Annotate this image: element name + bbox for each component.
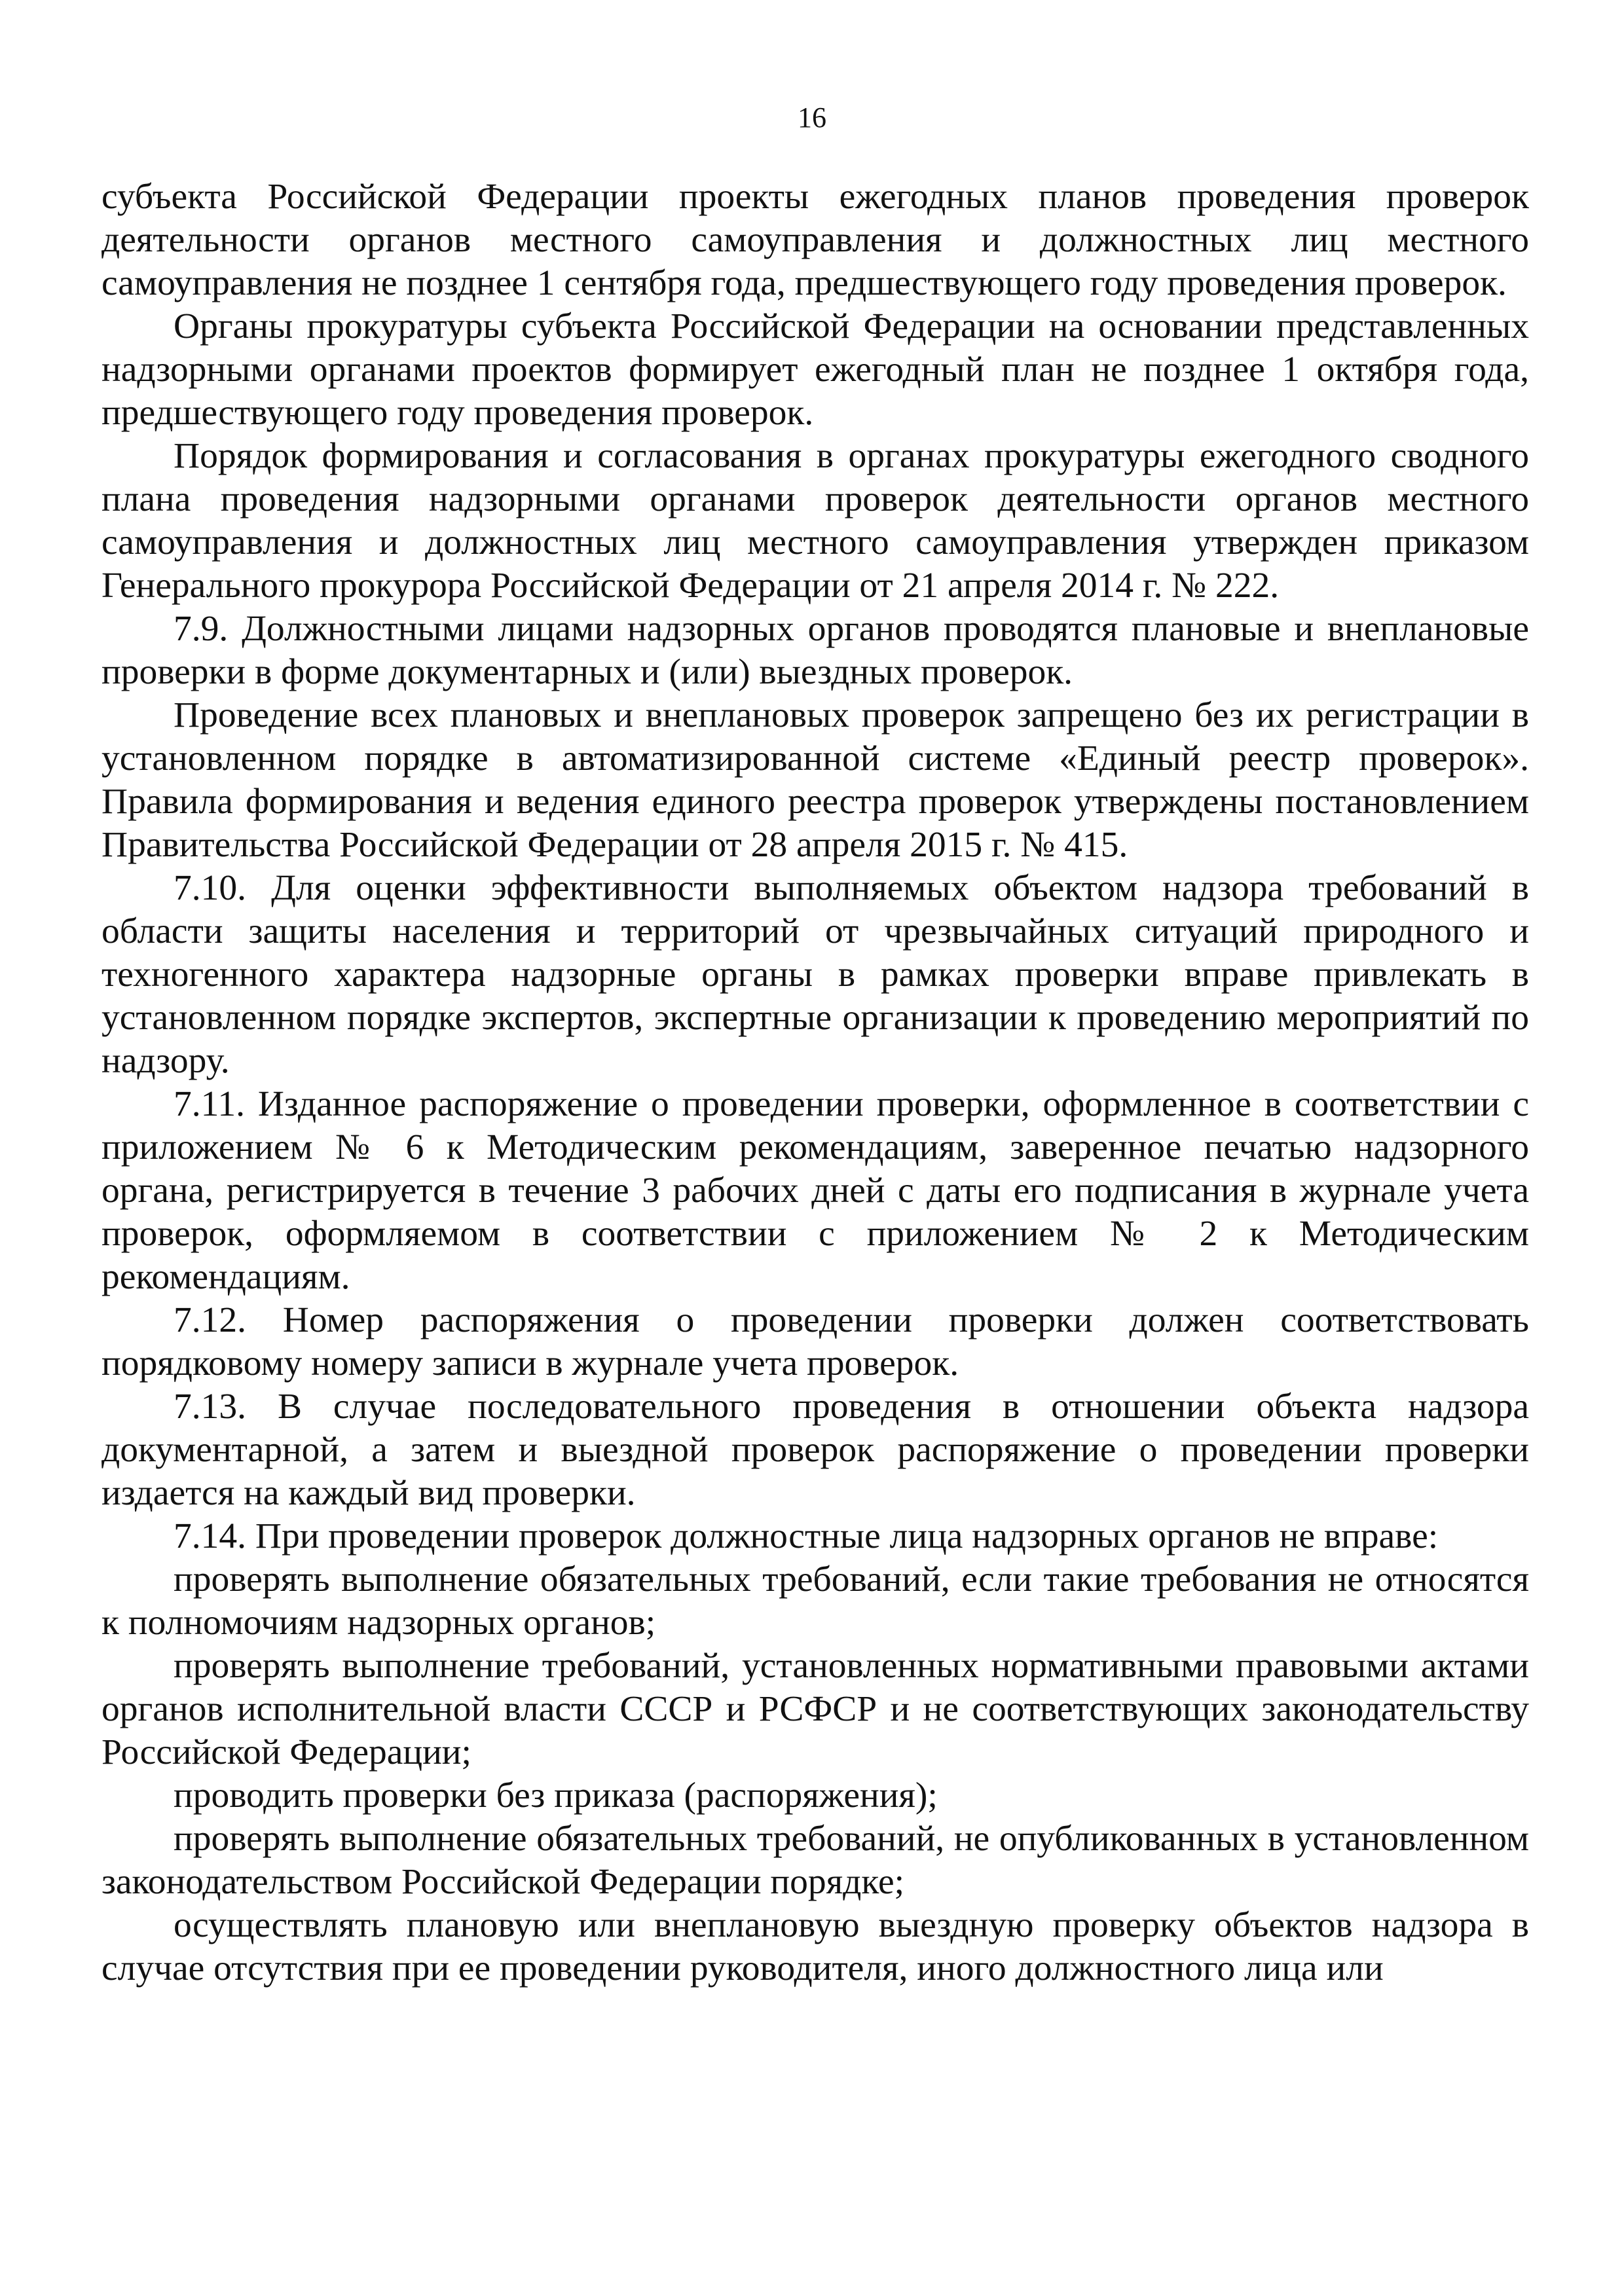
list-item-prohibition-5: осуществлять плановую или внеплановую выездную проверку объектов надзора в случае отсутствия при ее проведении руководителя, иного должностного лица или bbox=[101, 1905, 1529, 1988]
document-body bbox=[101, 175, 1529, 1990]
paragraph-plan-procedure: Порядок формирования и согласования в органах прокуратуры ежегодного сводного плана проведения надзорными органами проверок деятельности органов местного самоуправления и должностных лиц местного самоуправления утвержден приказом Генерального прокурора Российской Федерации от 21 апреля 2014 г. № 222. bbox=[101, 436, 1529, 606]
paragraph-continuation: субъекта Российской Федерации проекты ежегодных планов проведения проверок деятельности органов местного самоуправления и должностных лиц местного самоуправления не позднее 1 сентября года, предшествующего году проведения проверок. bbox=[101, 177, 1529, 303]
paragraph-7-12: 7.12. Номер распоряжения о проведении проверки должен соответствовать порядковому номеру записи в журнале учета проверок. bbox=[101, 1300, 1529, 1383]
paragraph-prosecutor-plan: Органы прокуратуры субъекта Российской Федерации на основании представленных надзорными органами проектов формирует ежегодный план не позднее 1 октября года, предшествующего году проведения проверок. bbox=[101, 306, 1529, 433]
paragraph-7-10: 7.10. Для оценки эффективности выполняемых объектом надзора требований в области защиты населения и территорий от чрезвычайных ситуаций природного и техногенного характера надзорные органы в рамках проверки вправе привлекать в установленном порядке экспертов, экспертные организации к проведению мероприятий по надзору. bbox=[101, 868, 1529, 1081]
list-item-prohibition-3: проводить проверки без приказа (распоряжения); bbox=[174, 1776, 938, 1815]
list-item-prohibition-4: проверять выполнение обязательных требований, не опубликованных в установленном законодательством Российской Федерации порядке; bbox=[101, 1819, 1529, 1902]
paragraph-7-14: 7.14. При проведении проверок должностные лица надзорных органов не вправе: bbox=[174, 1516, 1439, 1556]
paragraph-7-13: 7.13. В случае последовательного проведения в отношении объекта надзора документарной, а затем и выездной проверок распоряжение о проведении проверки издается на каждый вид проверки. bbox=[101, 1387, 1529, 1513]
list-item-prohibition-1: проверять выполнение обязательных требований, если такие требования не относятся к полномочиям надзорных органов; bbox=[101, 1559, 1529, 1643]
page-number: 16 bbox=[798, 101, 826, 134]
paragraph-7-11: 7.11. Изданное распоряжение о проведении проверки, оформленное в соответствии с приложением № 6 к Методическим рекомендациям, заверенное печатью надзорного органа, регистрируется в течение 3 рабочих дней с даты его подписания в журнале учета проверок, оформляемом в соответствии с приложением № 2 к Методическим рекомендациям. bbox=[101, 1084, 1529, 1297]
paragraph-7-9: 7.9. Должностными лицами надзорных органов проводятся плановые и внеплановые проверки в форме документарных и (или) выездных проверок. bbox=[101, 609, 1529, 692]
paragraph-registry: Проведение всех плановых и внеплановых проверок запрещено без их регистрации в установленном порядке в автоматизированной системе «Единый реестр проверок». Правила формирования и ведения единого реестра проверок утверждены постановлением Правительства Российской Федерации от 28 апреля 2015 г. № 415. bbox=[101, 695, 1529, 865]
list-item-prohibition-2: проверять выполнение требований, установленных нормативными правовыми актами органов исполнительной власти СССР и РСФСР и не соответствующих законодательству Российской Федерации; bbox=[101, 1646, 1529, 1772]
